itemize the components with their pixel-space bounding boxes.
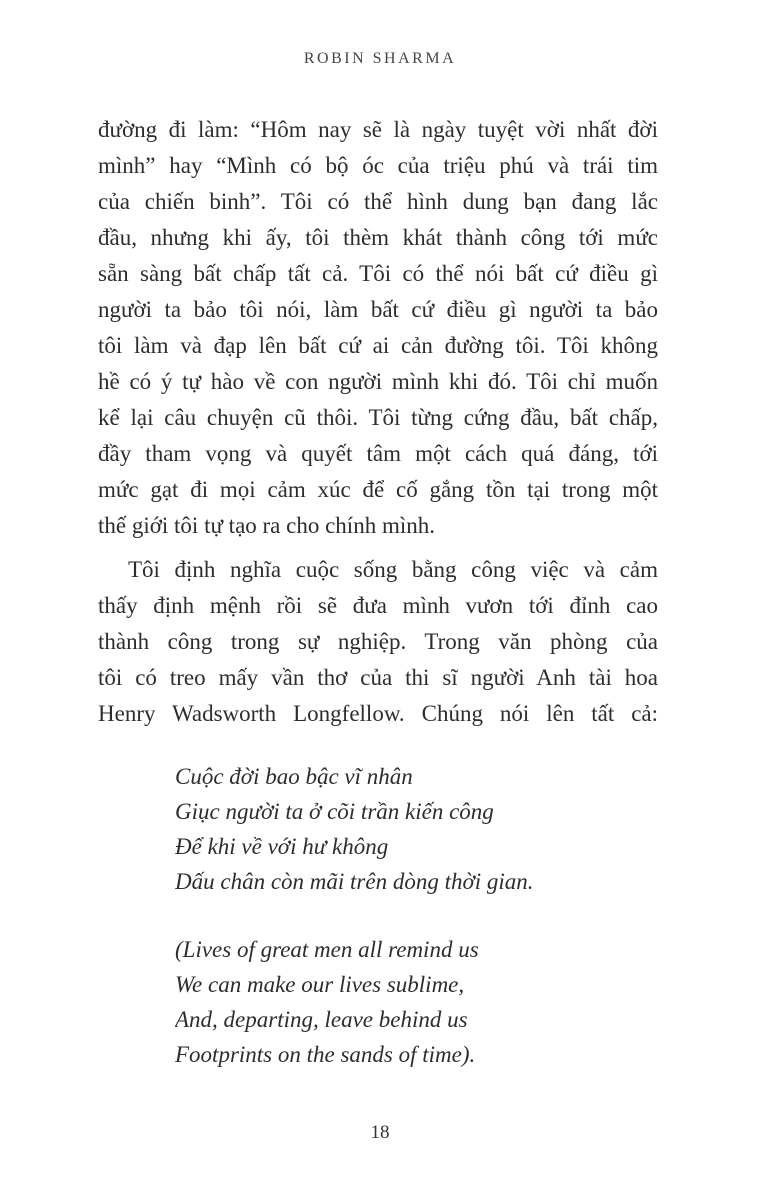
poem-line: (Lives of great men all remind us — [175, 937, 479, 962]
body-text-line: tôi có treo mấy vần thơ của thi sĩ người Anh tài hoa — [98, 665, 658, 690]
body-text-line: mức gạt đi mọi cảm xúc để cố gắng tồn tại trong một — [98, 477, 658, 502]
page-number: 18 — [370, 1122, 390, 1143]
body-text-line: sẵn sàng bất chấp tất cả. Tôi có thể nói bất cứ điều gì — [98, 261, 658, 286]
body-text-line: Henry Wadsworth Longfellow. Chúng nói lên tất cả: — [98, 701, 658, 726]
body-text-line: đầu, nhưng khi ấy, tôi thèm khát thành công tới mức — [98, 225, 658, 250]
paragraph-2 — [98, 552, 658, 732]
poem-line: And, departing, leave behind us — [175, 1007, 468, 1032]
body-text-line: của chiến binh”. Tôi có thể hình dung bạn đang lắc — [98, 189, 658, 214]
body-text-line: mình” hay “Mình có bộ óc của triệu phú và trái tim — [98, 153, 658, 178]
poem-line: Dấu chân còn mãi trên dòng thời gian. — [175, 869, 534, 894]
body-text-line: thế giới tôi tự tạo ra cho chính mình. — [98, 513, 435, 538]
poem-vietnamese — [98, 759, 658, 899]
body-text-line: thấy định mệnh rồi sẽ đưa mình vươn tới đỉnh cao — [98, 593, 658, 618]
body-text-line: kể lại câu chuyện cũ thôi. Tôi từng cứng đầu, bất chấp, — [98, 405, 658, 430]
body-text-line: thành công trong sự nghiệp. Trong văn phòng của — [98, 629, 658, 654]
body-text-line: người ta bảo tôi nói, làm bất cứ điều gì người ta bảo — [98, 297, 658, 322]
body-text-line: tôi làm và đạp lên bất cứ ai cản đường tôi. Tôi không — [98, 333, 658, 358]
body-text-line: hề có ý tự hào về con người mình khi đó. Tôi chỉ muốn — [98, 369, 658, 394]
paragraph-1 — [98, 112, 658, 544]
body-text-line: đường đi làm: “Hôm nay sẽ là ngày tuyệt vời nhất đời — [98, 117, 658, 142]
poem-line: Để khi về với hư không — [175, 834, 389, 859]
poem-line: We can make our lives sublime, — [175, 972, 465, 997]
body-text-line: Tôi định nghĩa cuộc sống bằng công việc và cảm — [128, 557, 658, 582]
running-header: ROBIN SHARMA — [303, 50, 457, 67]
text-block — [98, 112, 658, 1072]
poem-line: Giục người ta ở cõi trần kiến công — [175, 799, 494, 824]
poem-line: Cuộc đời bao bậc vĩ nhân — [175, 764, 413, 789]
poem-english — [98, 932, 658, 1072]
poem-line: Footprints on the sands of time). — [175, 1042, 476, 1067]
body-text-line: đầy tham vọng và quyết tâm một cách quá đáng, tới — [98, 441, 658, 466]
